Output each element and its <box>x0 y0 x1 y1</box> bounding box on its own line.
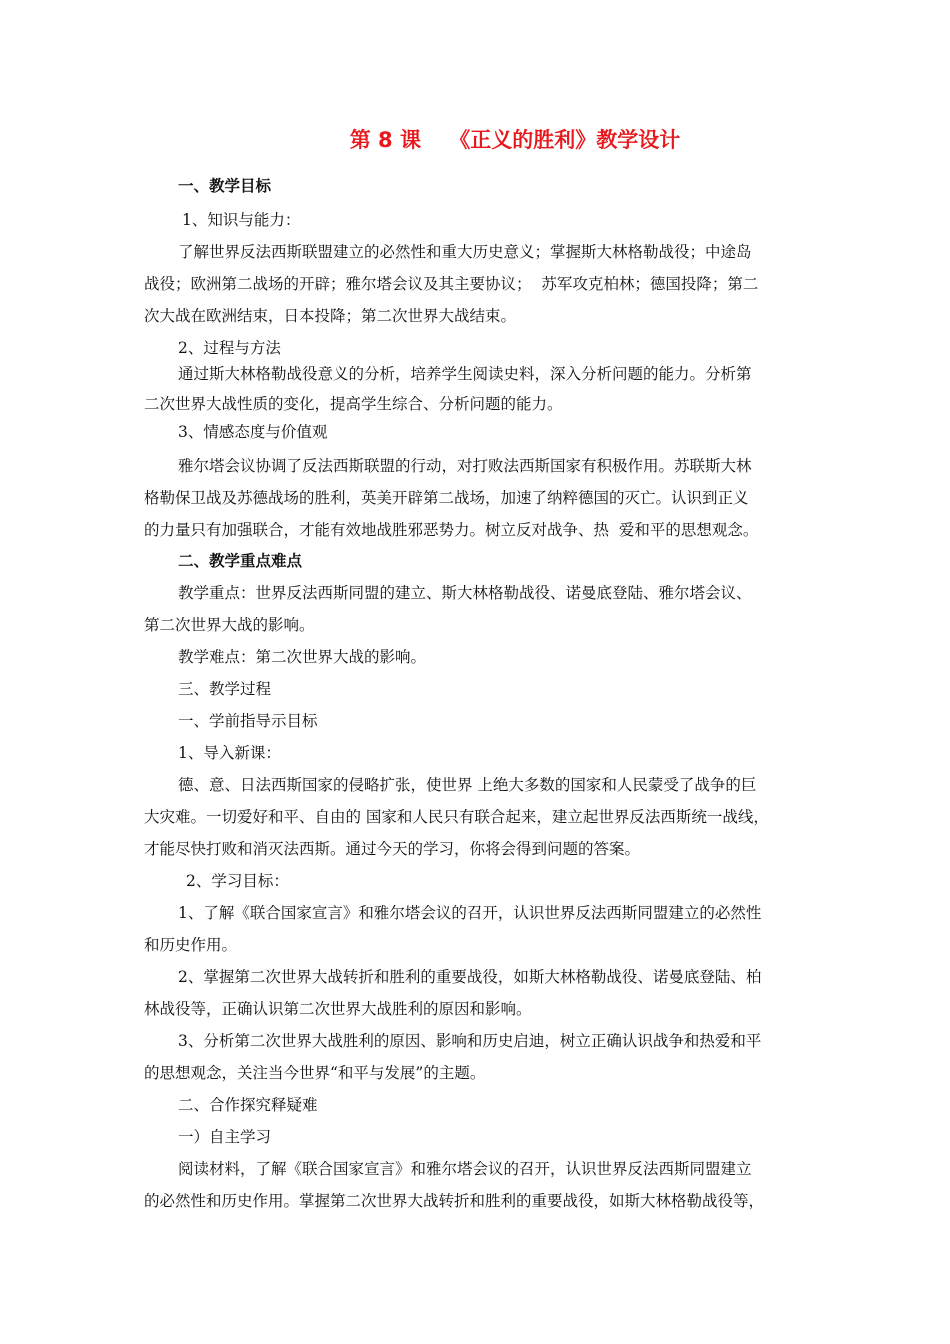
text-line: 教学难点：第二次世界大战的影响。 <box>178 648 427 666</box>
text-line: 林战役等，正确认识第二次世界大战胜利的原因和影响。 <box>144 1000 532 1018</box>
text-line: 次大战在欧洲结束，日本投降；第二次世界大战结束。 <box>144 307 517 325</box>
text-line: 教学重点：世界反法西斯同盟的建立、斯大林格勒战役、诺曼底登陆、雅尔塔会议、 <box>178 584 752 602</box>
text-line: 和历史作用。 <box>144 936 238 954</box>
text-line: 一、学前指导示目标 <box>178 712 318 730</box>
text-line: 大灾难。一切爱好和平、自由的 国家和人民只有联合起来，建立起世界反法西斯统一战线， <box>144 808 769 826</box>
section-heading: 二、教学重点难点 <box>178 552 303 570</box>
text-line: 格勒保卫战及苏德战场的胜利，英美开辟第二战场，加速了纳粹德国的灭亡。认识到正义 <box>144 489 749 507</box>
text-line: 雅尔塔会议协调了反法西斯联盟的行动，对打败法西斯国家有积极作用。苏联斯大林 <box>178 457 752 475</box>
text-line: 第二次世界大战的影响。 <box>144 616 315 634</box>
text-line: 的必然性和历史作用。掌握第二次世界大战转折和胜利的重要战役，如斯大林格勒战役等， <box>144 1192 765 1210</box>
text-line: 战役；欧洲第二战场的开辟；雅尔塔会议及其主要协议； 苏军攻克柏林；德国投降；第二 <box>144 275 759 293</box>
text-line: 一）自主学习 <box>178 1128 272 1146</box>
text-line: 2、掌握第二次世界大战转折和胜利的重要战役，如斯大林格勒战役、诺曼底登陆、柏 <box>178 968 762 986</box>
text-line: 三、教学过程 <box>178 680 272 698</box>
text-line: 阅读材料，了解《联合国家宣言》和雅尔塔会议的召开，认识世界反法西斯同盟建立 <box>178 1160 752 1178</box>
text-line: 的力量只有加强联合，才能有效地战胜邪恶势力。树立反对战争、热 爱和平的思想观念。 <box>144 521 759 539</box>
text-line: 3、情感态度与价值观 <box>178 423 328 441</box>
text-line: 2、学习目标： <box>186 872 289 890</box>
text-line: 德、意、日法西斯国家的侵略扩张，使世界 上绝大多数的国家和人民蒙受了战争的巨 <box>178 776 757 794</box>
text-line: 1、导入新课： <box>178 744 281 762</box>
section-heading: 一、教学目标 <box>178 177 272 195</box>
text-line: 3、分析第二次世界大战胜利的原因、影响和历史启迪，树立正确认识战争和热爱和平 <box>178 1032 762 1050</box>
text-line: 通过斯大林格勒战役意义的分析，培养学生阅读史料，深入分析问题的能力。分析第 <box>178 365 752 383</box>
text-line: 了解世界反法西斯联盟建立的必然性和重大历史意义；掌握斯大林格勒战役；中途岛 <box>178 243 752 261</box>
text-line: 1、知识与能力： <box>182 211 301 229</box>
text-line: 2、过程与方法 <box>178 339 281 357</box>
text-line: 二、合作探究释疑难 <box>178 1096 318 1114</box>
text-line: 1、了解《联合国家宣言》和雅尔塔会议的召开，认识世界反法西斯同盟建立的必然性 <box>178 904 762 922</box>
page-title: 第 8 课 《正义的胜利》教学设计 <box>349 128 681 152</box>
text-line: 的思想观念，关注当今世界“和平与发展”的主题。 <box>144 1064 486 1082</box>
text-line: 才能尽快打败和消灭法西斯。通过今天的学习，你将会得到问题的答案。 <box>144 840 641 858</box>
text-line: 二次世界大战性质的变化，提高学生综合、分析问题的能力。 <box>144 395 563 413</box>
